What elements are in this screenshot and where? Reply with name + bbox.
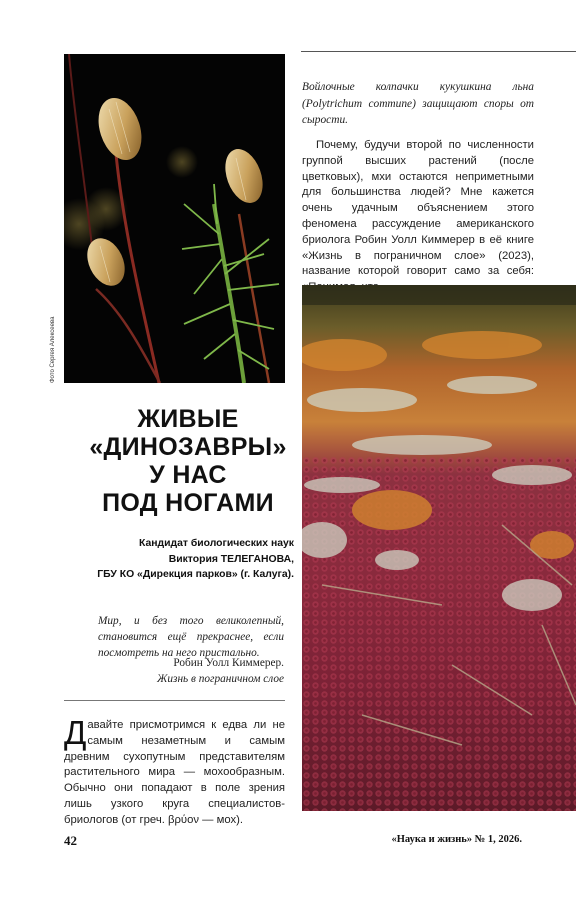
moss-carpet-photo — [302, 285, 576, 811]
photo-credit: Фото Сергея Алексеева — [50, 316, 56, 383]
right-body-text: Почему, будучи второй по численности группой высших растений (после цветковых), мхи остаются неприметными для большинства людей? Мне кажется очень удачным объяснением этого феномена рассуждение американского бриолога Робин Уолл Киммерер в её книге «Жизнь в пограничном слое» (2023), название которой говорит само за себя: — [302, 139, 534, 278]
title-line: «ДИНОЗАВРЫ» — [89, 433, 287, 461]
title-line: У НАС — [149, 461, 227, 489]
article-title — [64, 405, 312, 517]
author-affiliation: ГБУ КО «Дирекция парков» (г. Калуга). — [97, 569, 294, 580]
epigraph-book: Жизнь в пограничном слое — [157, 672, 284, 685]
title-line: ЖИВЫЕ — [137, 405, 239, 433]
epigraph-source — [98, 656, 284, 688]
page-number: 42 — [64, 833, 77, 848]
author-block — [64, 536, 294, 583]
epigraph: Мир, и без того великолепный, становится ещё прекраснее, если посмотреть на него пристально. — [98, 615, 284, 659]
journal-footer: «Наука и жизнь» № 1, 2026. — [391, 834, 522, 845]
moss-capsules-photo — [64, 54, 285, 383]
intro-text: авайте присмотримся к едва ли не самым незаметным и самым древним сухопутным представителям растительного мира — мохообразным. Обычно они попадают в поле зрения лишь узкого круга специалистов-бриологов (от греч. βρύον — мох). — [64, 719, 285, 826]
title-line: ПОД НОГАМИ — [102, 489, 274, 517]
top-rule — [301, 51, 576, 52]
author-name: Виктория ТЕЛЕГАНОВА, — [168, 553, 294, 565]
intro-paragraph — [64, 714, 285, 829]
epigraph-author: Робин Уолл Киммерер. — [173, 657, 284, 669]
drop-cap: Д — [64, 714, 87, 751]
photo-caption: Войлочные колпачки кукушкина льна (Polytrichum commune) защищают споры от сырости. — [302, 81, 534, 126]
section-divider — [64, 700, 285, 701]
author-degree: Кандидат биологических наук — [138, 538, 294, 549]
